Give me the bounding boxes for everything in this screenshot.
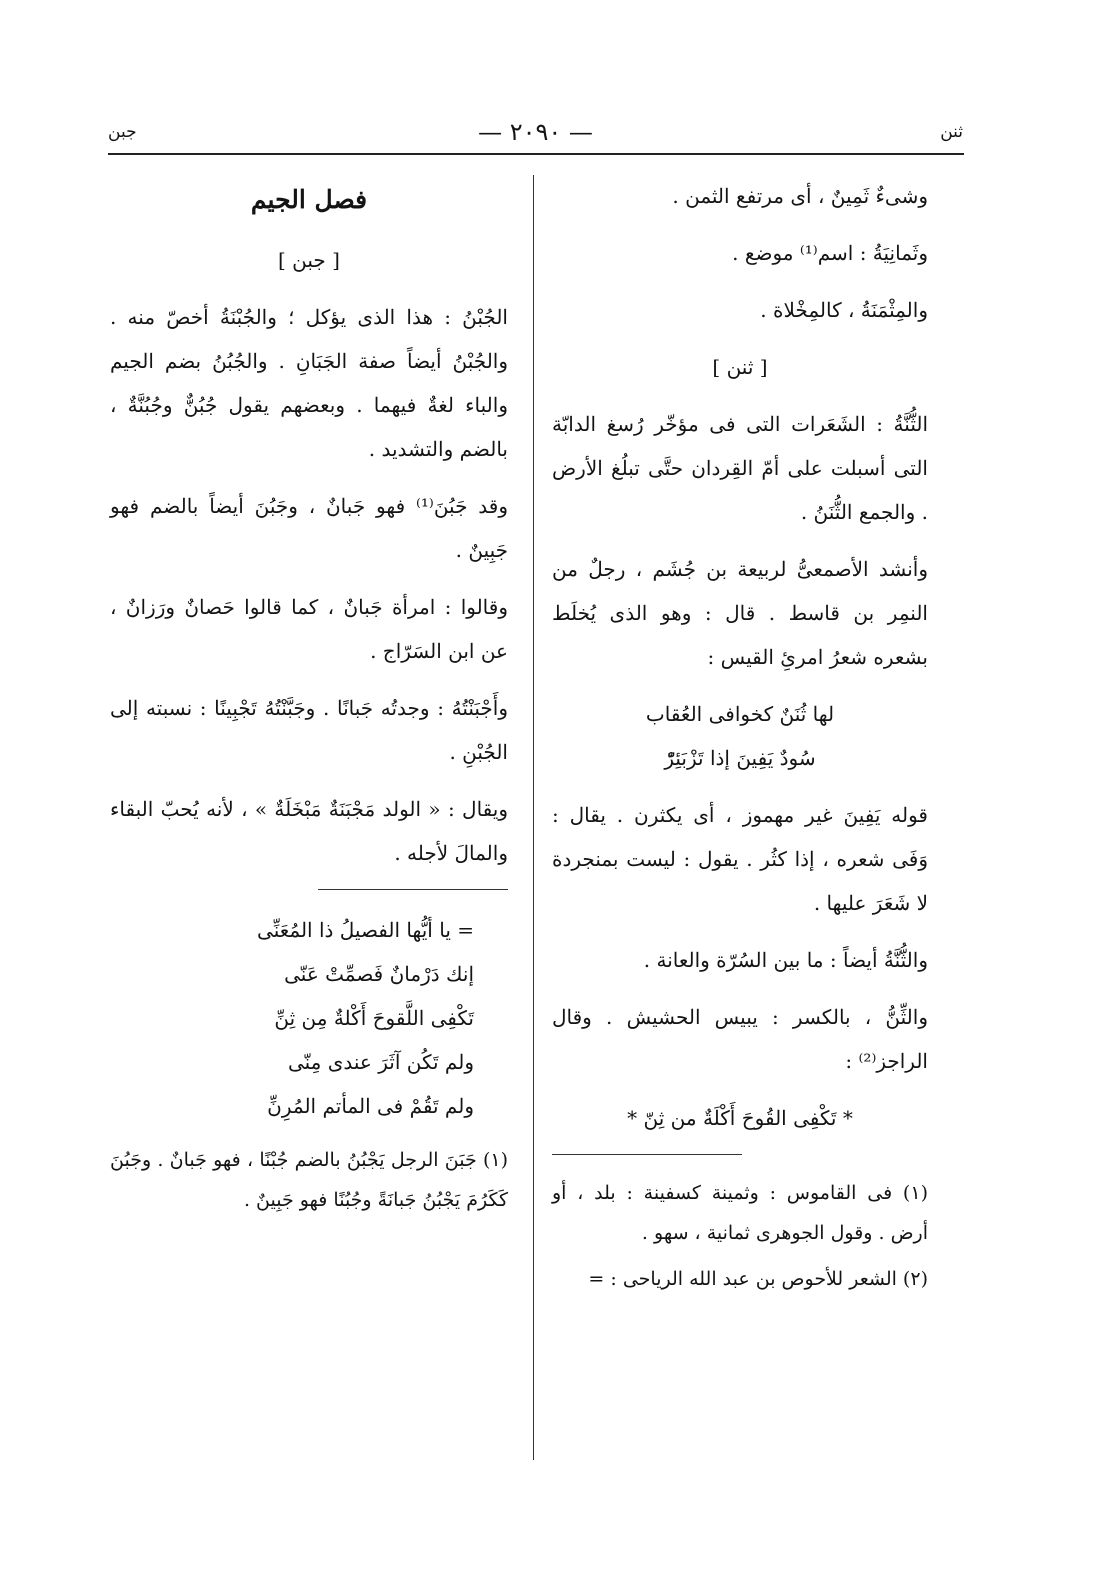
entry-heading: [ جبن ] — [278, 248, 340, 272]
verse-line: سُودٌ يَفِينَ إذا تَزْبَئِرّْ — [664, 746, 816, 770]
verse-line: تَكْفِى اللَّقوحَ أَكْلةٌ مِن ثِنِّ — [274, 1006, 474, 1030]
verse-line: ولم تَقُمْ فى المأتم المُرِنِّ — [267, 1094, 474, 1118]
paragraph: وثَمانِيَةُ : اسم⁽¹⁾ موضع . — [732, 241, 928, 265]
header-rule — [108, 153, 964, 155]
paragraph: قوله يَفِينَ غير مهموز ، أى يكثرن . يقال : وَفَى شعره ، إذا كثُر . يقول : ليست بمنجردة لا شَعَرَ عليها . — [552, 803, 928, 915]
verse-line: ولم تَكُن آثَرَ عندى مِنّى — [287, 1050, 474, 1074]
paragraph: وأنشد الأصمعىُّ لربيعة بن جُشَم ، رجلٌ من النمِر بن قاسط . قال : وهو الذى يُخلَط بشعره شعرُ امرئِ القيس : — [552, 557, 928, 669]
page-header — [108, 118, 963, 158]
paragraph: والمِثْمَنَةُ ، كالمِخْلاة . — [760, 298, 928, 322]
footnote: (١) جَبَنَ الرجل يَجْبُنُ بالضم جُبْنًا ، فهو جَبانٌ . وجَبُنَ كَكَرُمَ يَجْبُنُ جَبانَةً وجُبُنًا فهو جَبِينٌ . — [110, 1149, 508, 1211]
paragraph: والثِّنُّ ، بالكسر : يبيس الحشيش . وقال الراجز⁽²⁾ : — [552, 1005, 928, 1073]
footnote: (١) فى القاموس : وثمينة كسفينة : بلد ، أو أرض . وقول الجوهرى ثمانية ، سهو . — [552, 1182, 928, 1244]
header-root-word-right: ثنن — [940, 122, 963, 142]
verse — [552, 692, 928, 780]
paragraph: وقد جَبُنَ⁽¹⁾ فهو جَبانٌ ، وجَبُنَ أيضاً بالضم فهو جَبِينٌ . — [110, 494, 508, 562]
right-column — [552, 174, 928, 1305]
page-number: — ٢٠٩٠ — — [478, 118, 593, 146]
paragraph: وشىءٌ ثَمِينٌ ، أى مرتفع الثمن . — [672, 184, 928, 208]
paragraph: الجُبْنُ : هذا الذى يؤكل ؛ والجُبْنَةُ أخصّ منه . والجُبْنُ أيضاً صفة الجَبَانِ . والجُبُنُ بضم الجيم والباء لغةٌ فيهما . وبعضهم يقول جُبُنٌّ وجُبُنَّةٌ ، بالضم والتشديد . — [110, 305, 508, 461]
paragraph: وقالوا : امرأة جَبانٌ ، كما قالوا حَصانٌ ورَزانٌ ، عن ابن السَرّاج . — [110, 595, 508, 663]
footnote: (٢) الشعر للأحوص بن عبد الله الرياحى : = — [588, 1268, 928, 1290]
paragraph: وأَجْبَنْتُهُ : وجدتُه جَبانًا . وجَبَّنْتُهُ تَجْبِينًا : نسبته إلى الجُبْنِ . — [110, 696, 508, 764]
verse-line: لها ثُنَنٌ كخوافى العُقاب — [645, 702, 835, 726]
header-root-word-left: جبن — [108, 122, 137, 142]
paragraph: الثُّنَّةُ : الشَعَرات التى فى مؤخّر رُسغ الدابّة التى أسبلت على أمّ القِردان حتَّى تبلُغ الأرض . والجمع الثُّنَنُ . — [552, 412, 928, 524]
left-column — [110, 174, 508, 1226]
rajaz-verse: * تَكْفِى القُوحَ أَكْلَةٌ من ثِنّ * — [627, 1106, 853, 1130]
column-divider — [533, 175, 534, 1460]
footnote-rule — [318, 889, 508, 890]
entry-heading: [ ثنن ] — [712, 355, 768, 379]
footnote-rule — [552, 1154, 742, 1155]
verse-line: = يا أيُّها الفصيلُ ذا المُعَنِّى — [257, 918, 474, 942]
paragraph: والثُّنَّةُ أيضاً : ما بين السُرّة والعانة . — [643, 948, 928, 972]
paragraph: ويقال : « الولد مَجْبَنَةٌ مَبْخَلَةٌ » ، لأنه يُحبّ البقاء والمالَ لأجله . — [110, 797, 508, 865]
verse-line: إنك دَرْمانٌ فَصمِّتْ عَنّى — [284, 962, 474, 986]
section-title: فصل الجيم — [250, 185, 368, 214]
verse-continuation — [110, 908, 508, 1128]
